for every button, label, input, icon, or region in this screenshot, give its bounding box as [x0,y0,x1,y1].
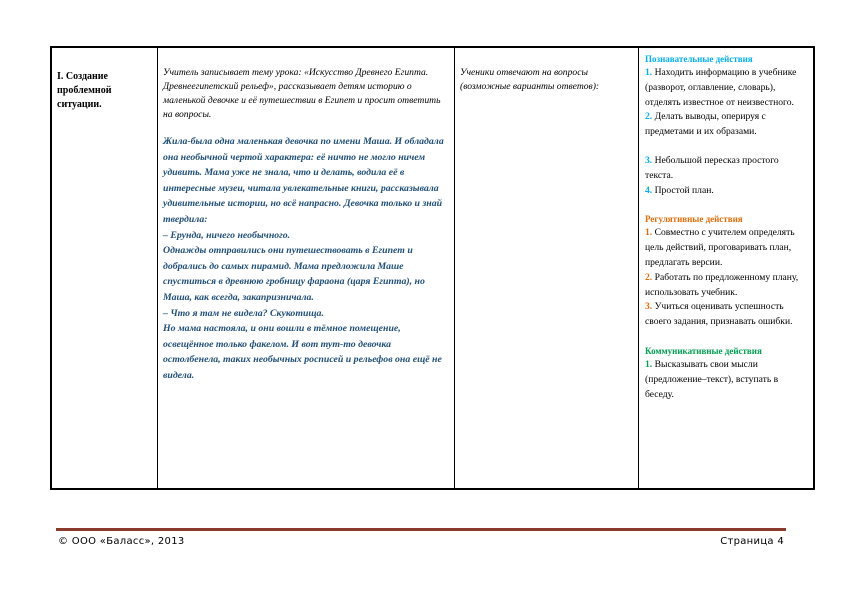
story-paragraph: – Что я там не видела? Скукотища. [163,307,324,319]
story-text [163,134,449,384]
teacher-intro: Учитель записывает тему урока: «Искусство Древнего Египта. Древнеегипетский рельеф», рассказывает детям историю о маленькой девочке и её путешествии в Египет и просит ответить на вопросы. [163,67,441,120]
story-paragraph: Жила-была одна маленькая девочка по имени Маша. И обладала она необычной чертой характера: её ничто не могло ничем удивить. Мама уже не знала, что и делать, водила её в интересные музеи, читала увлекательные книги, рассказывала удивительные истории, но всё напрасно. Девочка только и знай твердила: [163,136,444,225]
item-text: Делать выводы, оперируя с предметами и их образами. [645,111,766,138]
item-number: 4. [645,184,653,196]
list-item [645,358,808,402]
item-text: Находить информацию в учебнике (разворот, оглавление, словарь), отделять известное от неизвестного. [645,67,797,108]
item-text: Совместно с учителем определять цель действий, проговаривать план, предлагать версии. [645,227,795,268]
communicative-heading: Коммуникативные действия [645,345,762,356]
list-item [645,66,808,110]
page-number: Страница 4 [720,536,784,547]
table-row [51,47,814,489]
item-number: 3. [645,154,653,166]
spacer [645,140,808,154]
item-text: Небольшой пересказ простого текста. [645,154,779,181]
story-paragraph: Но мама настояла, и они вошли в тёмное помещение, освещённое только факелом. И вот тут-то девочка остолбенела, таких необычных росписей и рельефов она ещё не видела. [163,323,442,381]
stage-title: I. Создание проблемной ситуации. [57,71,112,110]
spacer [645,198,808,212]
regulative-heading: Регулятивные действия [645,214,743,225]
teacher-cell [158,47,455,489]
item-number: 2. [645,271,653,283]
students-cell [455,47,639,489]
item-number: 1. [645,67,653,78]
story-paragraph: Однажды отправились они путешествовать в Египет и добрались до самых пирамид. Мама предложила Маше спуститься в древнюю гробницу фараона (царя Египта), но Маша, как всегда, закапризничала. [163,245,425,303]
item-text: Высказывать свои мысли (предложение–текст), вступать в беседу. [645,358,779,400]
item-number: 1. [645,227,653,239]
list-item [645,271,808,301]
spacer [645,330,808,344]
item-number: 1. [645,358,653,370]
item-number: 3. [645,301,653,313]
list-item [645,300,808,330]
students-text: Ученики отвечают на вопросы (возможные варианты ответов): [460,67,600,92]
stage-cell [51,47,158,489]
list-item [645,154,808,184]
cognitive-heading: Познавательные действия [645,54,753,64]
list-item [645,110,808,140]
item-text: Простой план. [654,184,714,196]
footer-copyright: © ООО «Баласс», 2013 [58,536,185,547]
story-paragraph: – Ерунда, ничего необычного. [163,229,291,241]
actions-cell [639,47,815,489]
item-text: Учиться оценивать успешность своего задания, признавать ошибки. [645,301,793,328]
item-number: 2. [645,111,653,123]
item-text: Работать по предложенному плану, использовать учебник. [645,271,799,298]
lesson-table [50,46,815,490]
footer-divider [56,528,786,531]
list-item [645,184,808,199]
list-item [645,226,808,270]
